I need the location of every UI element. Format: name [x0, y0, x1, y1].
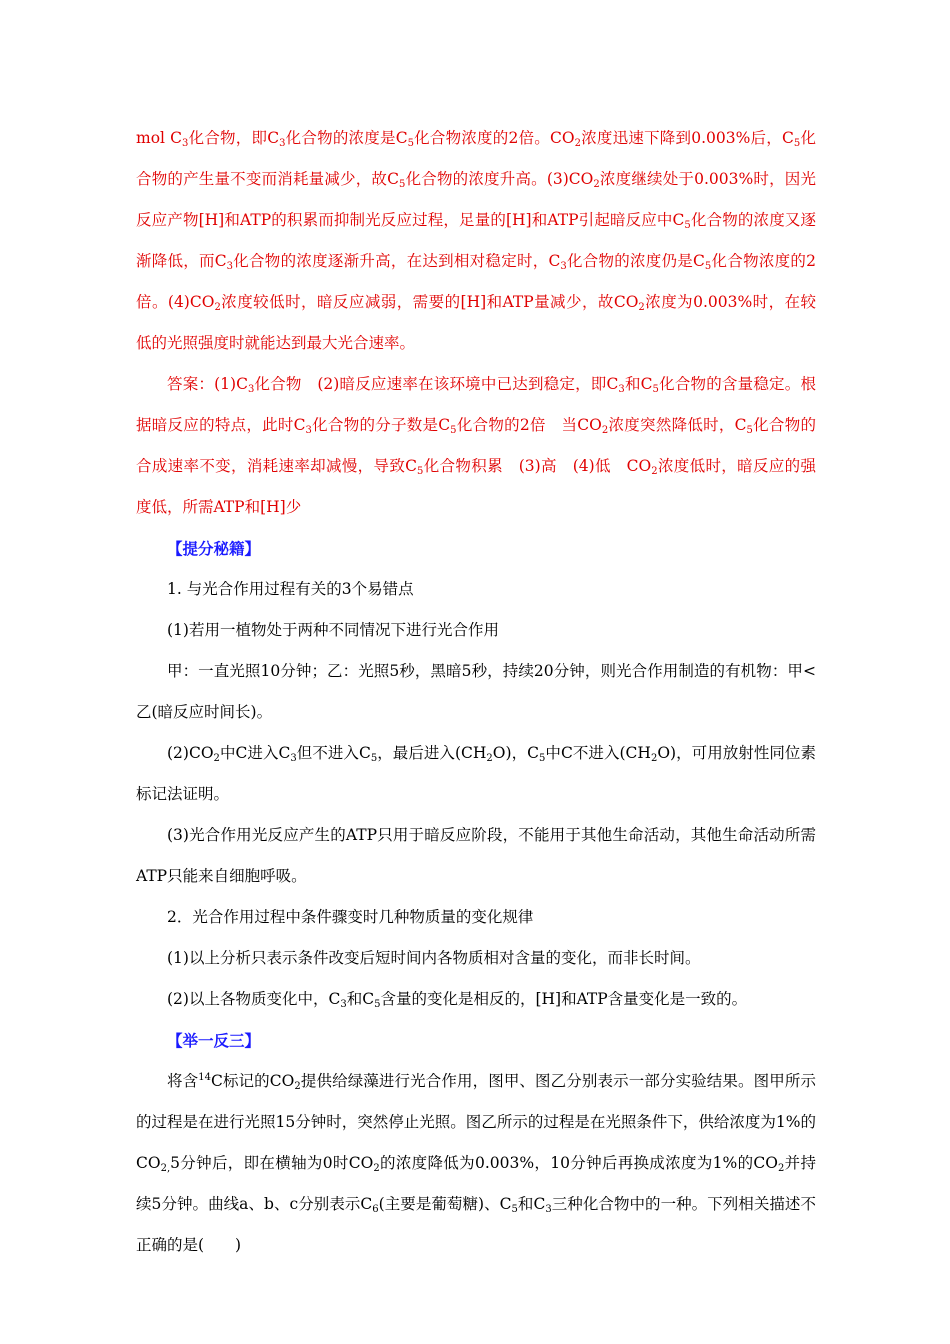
tips-item1-2: $(2)CO_2$中C进入$C_3$但不进入$C_5$，最后进入$(CH_2O)$，$C_5$中C不进入$(CH_2O)$，可用放射性同位素标记法证明。 [136, 744, 816, 803]
explanation-paragraph: mol $C_3$化合物，即$C_3$化合物的浓度是$C_5$化合物浓度的2倍。$CO_2$浓度迅速下降到0.003%后，$C_5$化合物的产生量不变而消耗量减少，故$C_5$化合物的浓度升高。$(3)CO_2$浓度继续处于0.003%时，因光反应产物[H]和ATP的积累而抑制光反应过程，足量的[H]和ATP引起暗反应中$C_5$化合物的浓度又逐渐降低，而$C_3$化合物的浓度逐渐升高，在达到相对稳定时，$C_3$化合物的浓度仍是$C_5$化合物浓度的2倍。$(4)CO_2$浓度较低时，暗反应减弱，需要的[H]和ATP量减少，故$CO_2$浓度为0.003%时，在较低的光照强度时就能达到最大光合速率。 [136, 129, 817, 352]
tips-item2-2: (2)以上各物质变化中，$C_3$和$C_5$含量的变化是相反的，[H]和ATP含量变化是一致的。 [167, 990, 748, 1010]
tips-item1-1b: 甲：一直光照10分钟；乙：光照5秒，黑暗5秒，持续20分钟，则光合作用制造的有机物：甲<乙(暗反应时间长)。 [136, 662, 816, 721]
tips-item2-1: (1)以上分析只表示条件改变后短时间内各物质相对含量的变化，而非长时间。 [167, 949, 701, 967]
answer-paragraph: 答案：$(1)C_3$化合物 (2)暗反应速率在该环境中已达到稳定，即$C_3$和$C_5$化合物的含量稳定。根据暗反应的特点，此时$C_3$化合物的分子数是$C_5$化合物的2倍 当$CO_2$浓度突然降低时，$C_5$化合物的合成速率不变，消耗速率却减慢，导致$C_5$化合物积累 (3)高 (4)低 $CO_2$浓度低时，暗反应的强度低，所需ATP和[H]少 [136, 375, 816, 516]
tips-heading: 【提分秘籍】 [167, 539, 261, 558]
tips-item1-1: (1)若用一植物处于两种不同情况下进行光合作用 [167, 621, 499, 639]
document-page [136, 118, 816, 1266]
tips-item1-title: 1. 与光合作用过程有关的3个易错点 [167, 580, 414, 598]
example-question: 将含$^{14}$C标记的$CO_2$提供给绿藻进行光合作用，图甲、图乙分别表示一部分实验结果。图甲所示的过程是在进行光照15分钟时，突然停止光照。图乙所示的过程是在光照条件下，供给浓度为1%的$CO_{2,}5$分钟后，即在横轴为0时$CO_2$的浓度降低为0.003%，10分钟后再换成浓度为1%的$CO_2$并持续5分钟。曲线a、b、c分别表示$C_6$(主要是葡萄糖)、$C_5$和$C_3$三种化合物中的一种。下列相关描述不正确的是( ) [136, 1072, 816, 1254]
tips-item1-3: (3)光合作用光反应产生的ATP只用于暗反应阶段，不能用于其他生命活动，其他生命活动所需ATP只能来自细胞呼吸。 [136, 826, 816, 885]
tips-item2-title: 2．光合作用过程中条件骤变时几种物质量的变化规律 [167, 908, 534, 926]
example-heading: 【举一反三】 [167, 1031, 261, 1050]
